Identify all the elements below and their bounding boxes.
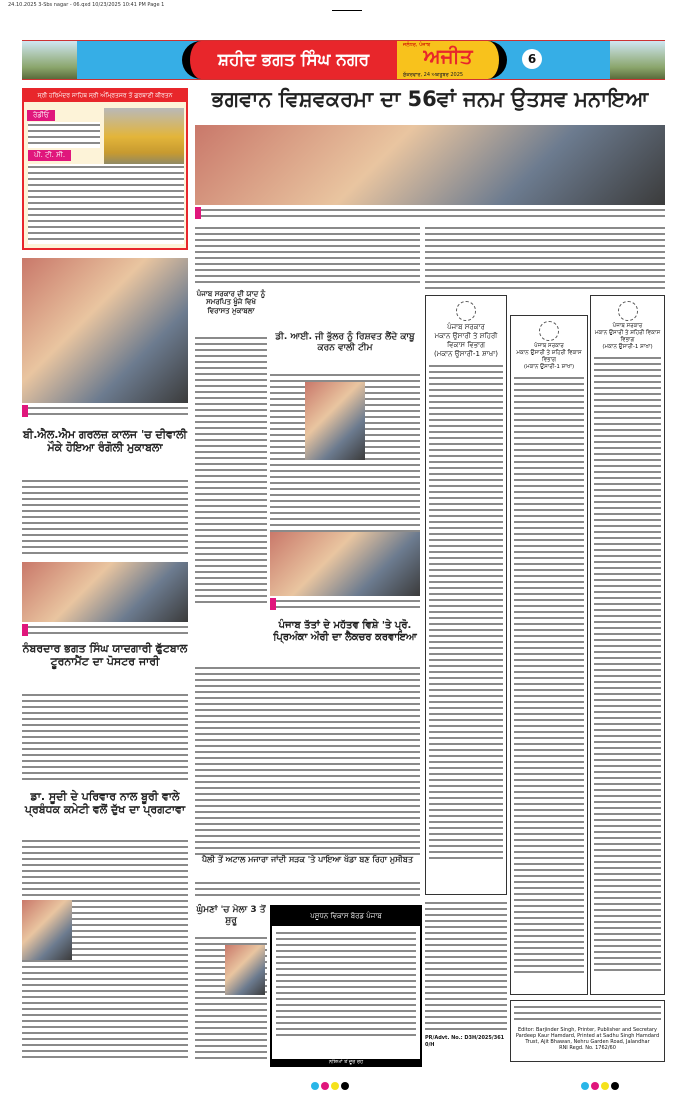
crop-mark [332,10,362,11]
ad-text [28,164,184,244]
edition-title: ਸ਼ਹੀਦ ਭਗਤ ਸਿੰਘ ਨਗਰ [182,41,397,79]
notice-org: ਪੰਜਾਬ ਸਰਕਾਰ [534,343,564,349]
article-headline: ਘੁੰਮਣਾਂ 'ਚ ਮੇਲਾ 3 ਤੋਂ ਸ਼ੁਰੂ [196,905,266,926]
imprint-box [510,1000,665,1062]
color-registration-marks [310,1075,350,1094]
article-body [22,478,188,558]
article-body [195,665,420,855]
tender-notice [425,295,507,895]
article-body [195,335,267,605]
notice-dept: ਮਕਾਨ ਉਸਾਰੀ ਤੇ ਸ਼ਹਿਰੀ ਵਿਕਾਸ ਵਿਭਾਗ [516,350,582,363]
notice-org: ਪੰਜਾਬ ਸਰਕਾਰ [612,323,643,329]
notice-dept: ਮਕਾਨ ਉਸਾਰੀ ਤੇ ਸ਼ਹਿਰੀ ਵਿਕਾਸ ਵਿਭਾਗ [434,332,498,349]
tender-notice [590,295,665,995]
article-headline: ਡਾ. ਸੂਦੀ ਦੇ ਪਰਿਵਾਰ ਨਾਲ ਬੂਰੀ ਵਾਲੇ ਪ੍ਰਬੰਧਕ ਕਮੇਟੀ ਵਲੋਂ ਦੁੱਖ ਦਾ ਪ੍ਰਗਟਾਵਾ [24,790,186,817]
notice-dept: ਮਕਾਨ ਉਸਾਰੀ ਤੇ ਸ਼ਹਿਰੀ ਵਿਕਾਸ ਵਿਭਾਗ [594,330,661,343]
celebration-photos [195,125,665,205]
memorial-photo [610,41,665,79]
article-headline: ਡੀ. ਆਈ. ਜੀ ਭੁੱਲਰ ਨੂੰ ਰਿਸ਼ਵਤ ਲੈਂਦੇ ਕਾਬੂ ਕਰਨ ਵਾਲੀ ਟੀਮ [275,332,415,353]
notice-org: ਪੰਜਾਬ ਸਰਕਾਰ [447,323,485,331]
photo-caption [270,598,420,610]
notice-body [594,355,661,975]
ad-label-radio: ਰੇਡੀਓ [27,110,55,121]
photo-caption [195,207,665,219]
brand-logo: ਅਜੀਤ [423,44,473,68]
main-headline: ਭਗਵਾਨ ਵਿਸ਼ਵਕਰਮਾ ਦਾ 56ਵਾਂ ਜਨਮ ਉਤਸਵ ਮਨਾਇਆ [211,87,649,111]
article-body [195,225,420,285]
page-number: 6 [522,49,542,69]
notice-sub: (ਮਕਾਨ ਉਸਾਰੀ-1 ਸ਼ਾਖਾ) [602,344,653,350]
punjab-emblem [539,321,559,341]
article-headline: ਪੰਜਾਬ ਸਰਕਾਰ ਦੀ ਯਾਦ ਨੂੰ ਸਮਰਪਿਤ ਖੂੰਜੇ ਵਿਖੇ ਵਿਰਾਸਤ ਮੁਕਾਬਲਾ [196,290,266,315]
govt-ad [270,905,422,1067]
article-headline: ਨੰਬਰਦਾਰ ਭਗਤ ਸਿੰਘ ਯਾਦਗਾਰੀ ਫੁੱਟਬਾਲ ਟੂਰਨਾਮੈਂਟ ਦਾ ਪੋਸਟਰ ਜਾਰੀ [22,642,188,669]
tender-notice [510,315,588,995]
article-body [22,692,188,782]
statue-photo [22,41,77,79]
lecture-photo [270,532,420,596]
masthead [22,40,665,80]
photo-caption [22,624,188,636]
article-headline: ਬੀ.ਐਲ.ਐਮ ਗਰਲਜ਼ ਕਾਲਜ 'ਚ ਦੀਵਾਲੀ ਮੌਕੇ ਹੋਇਆ ਰੰਗੋਲੀ ਮੁਕਾਬਲਾ [23,428,187,455]
golden-temple-photo [104,108,184,172]
imprint: Editor: Barjinder Singh, Printer, Publisher and Secretary Pardeep Kaur Hamdard, Printed at Sadhu Singh Hamdard Trust, Ajit Bhawan, Nehru Garden Road, Jalandhar [515,1027,660,1045]
color-registration-marks [580,1075,620,1094]
notice-sub: (ਮਕਾਨ ਉਸਾਰੀ-1 ਸ਼ਾਖਾ) [523,364,575,370]
govt-ad-footer: ਨਸ਼ਿਆਂ ਤੋਂ ਦੂਰ ਰਹੋ [272,1059,420,1065]
notice-body [514,375,584,975]
govt-ad-body [276,930,416,1040]
brand-block [397,41,507,79]
pr-number: PR/Advt. No.: D3H/2025/3610/H [425,1035,505,1048]
article-headline: ਪੰਜਾਬ ਤੱਤਾਂ ਦੇ ਮਹੱਤਵ ਵਿਸ਼ੇ 'ਤੇ ਪ੍ਰੋ. ਪ੍ਰਿਅੰਕਾ ਔਰੀ ਦਾ ਲੈਕਚਰ ਕਰਵਾਇਆ [273,620,417,643]
notice-body [425,900,507,1030]
imprint-regd: RNI Regd. No. 1762/60 [559,1045,616,1051]
article-headline: ਪੈਲੀ ਤੋਂ ਅਟਾਲ ਮਜਾਰਾ ਜਾਂਦੀ ਸੜਕ 'ਤੇ ਪਾਇਆ ਖੱਡਾ ਬਣ ਰਿਹਾ ਮੁਸੀਬਤ [202,855,413,864]
portrait-photo [22,900,72,960]
portrait-photo [225,945,265,995]
article-body [195,880,420,900]
print-slug: 24.10.2025 3-Sbs nagar - 06.qxd 10/23/2025 10:41 PM Page 1 [8,2,165,8]
govt-ad-title: ਪਸ਼ੂਧਨ ਵਿਕਾਸ ਬੋਰਡ ਪੰਜਾਬ [272,907,420,926]
notice-body [429,363,503,863]
article-body [425,225,665,290]
ad-title: ਸ੍ਰੀ ਹਰਿਮੰਦਰ ਸਾਹਿਬ ਸ੍ਰੀ ਅੰਮ੍ਰਿਤਸਰ ਤੋਂ ਗੁਰਬਾਣੀ ਕੀਰਤਨ [24,90,186,102]
imprint-notice [514,1004,661,1024]
notice-sub: (ਮਕਾਨ ਉਸਾਰੀ-1 ਸ਼ਾਖਾ) [434,350,498,358]
kirtan-ad [22,88,188,250]
poster-release-photo [22,562,188,622]
place: ਜਲੰਧਰ, ਪੰਜਾਬ [403,42,431,48]
date: ਸ਼ੁੱਕਰਵਾਰ, 24 ਅਕਤੂਬਰ 2025 [403,72,464,78]
portrait-photo [305,382,365,460]
rangoli-photo [22,258,188,403]
ad-text [28,122,100,148]
punjab-emblem [618,301,638,321]
punjab-emblem [456,301,476,321]
ad-label-ptc: ਪੀ. ਟੀ. ਸੀ. [28,150,71,161]
photo-caption [22,405,188,417]
